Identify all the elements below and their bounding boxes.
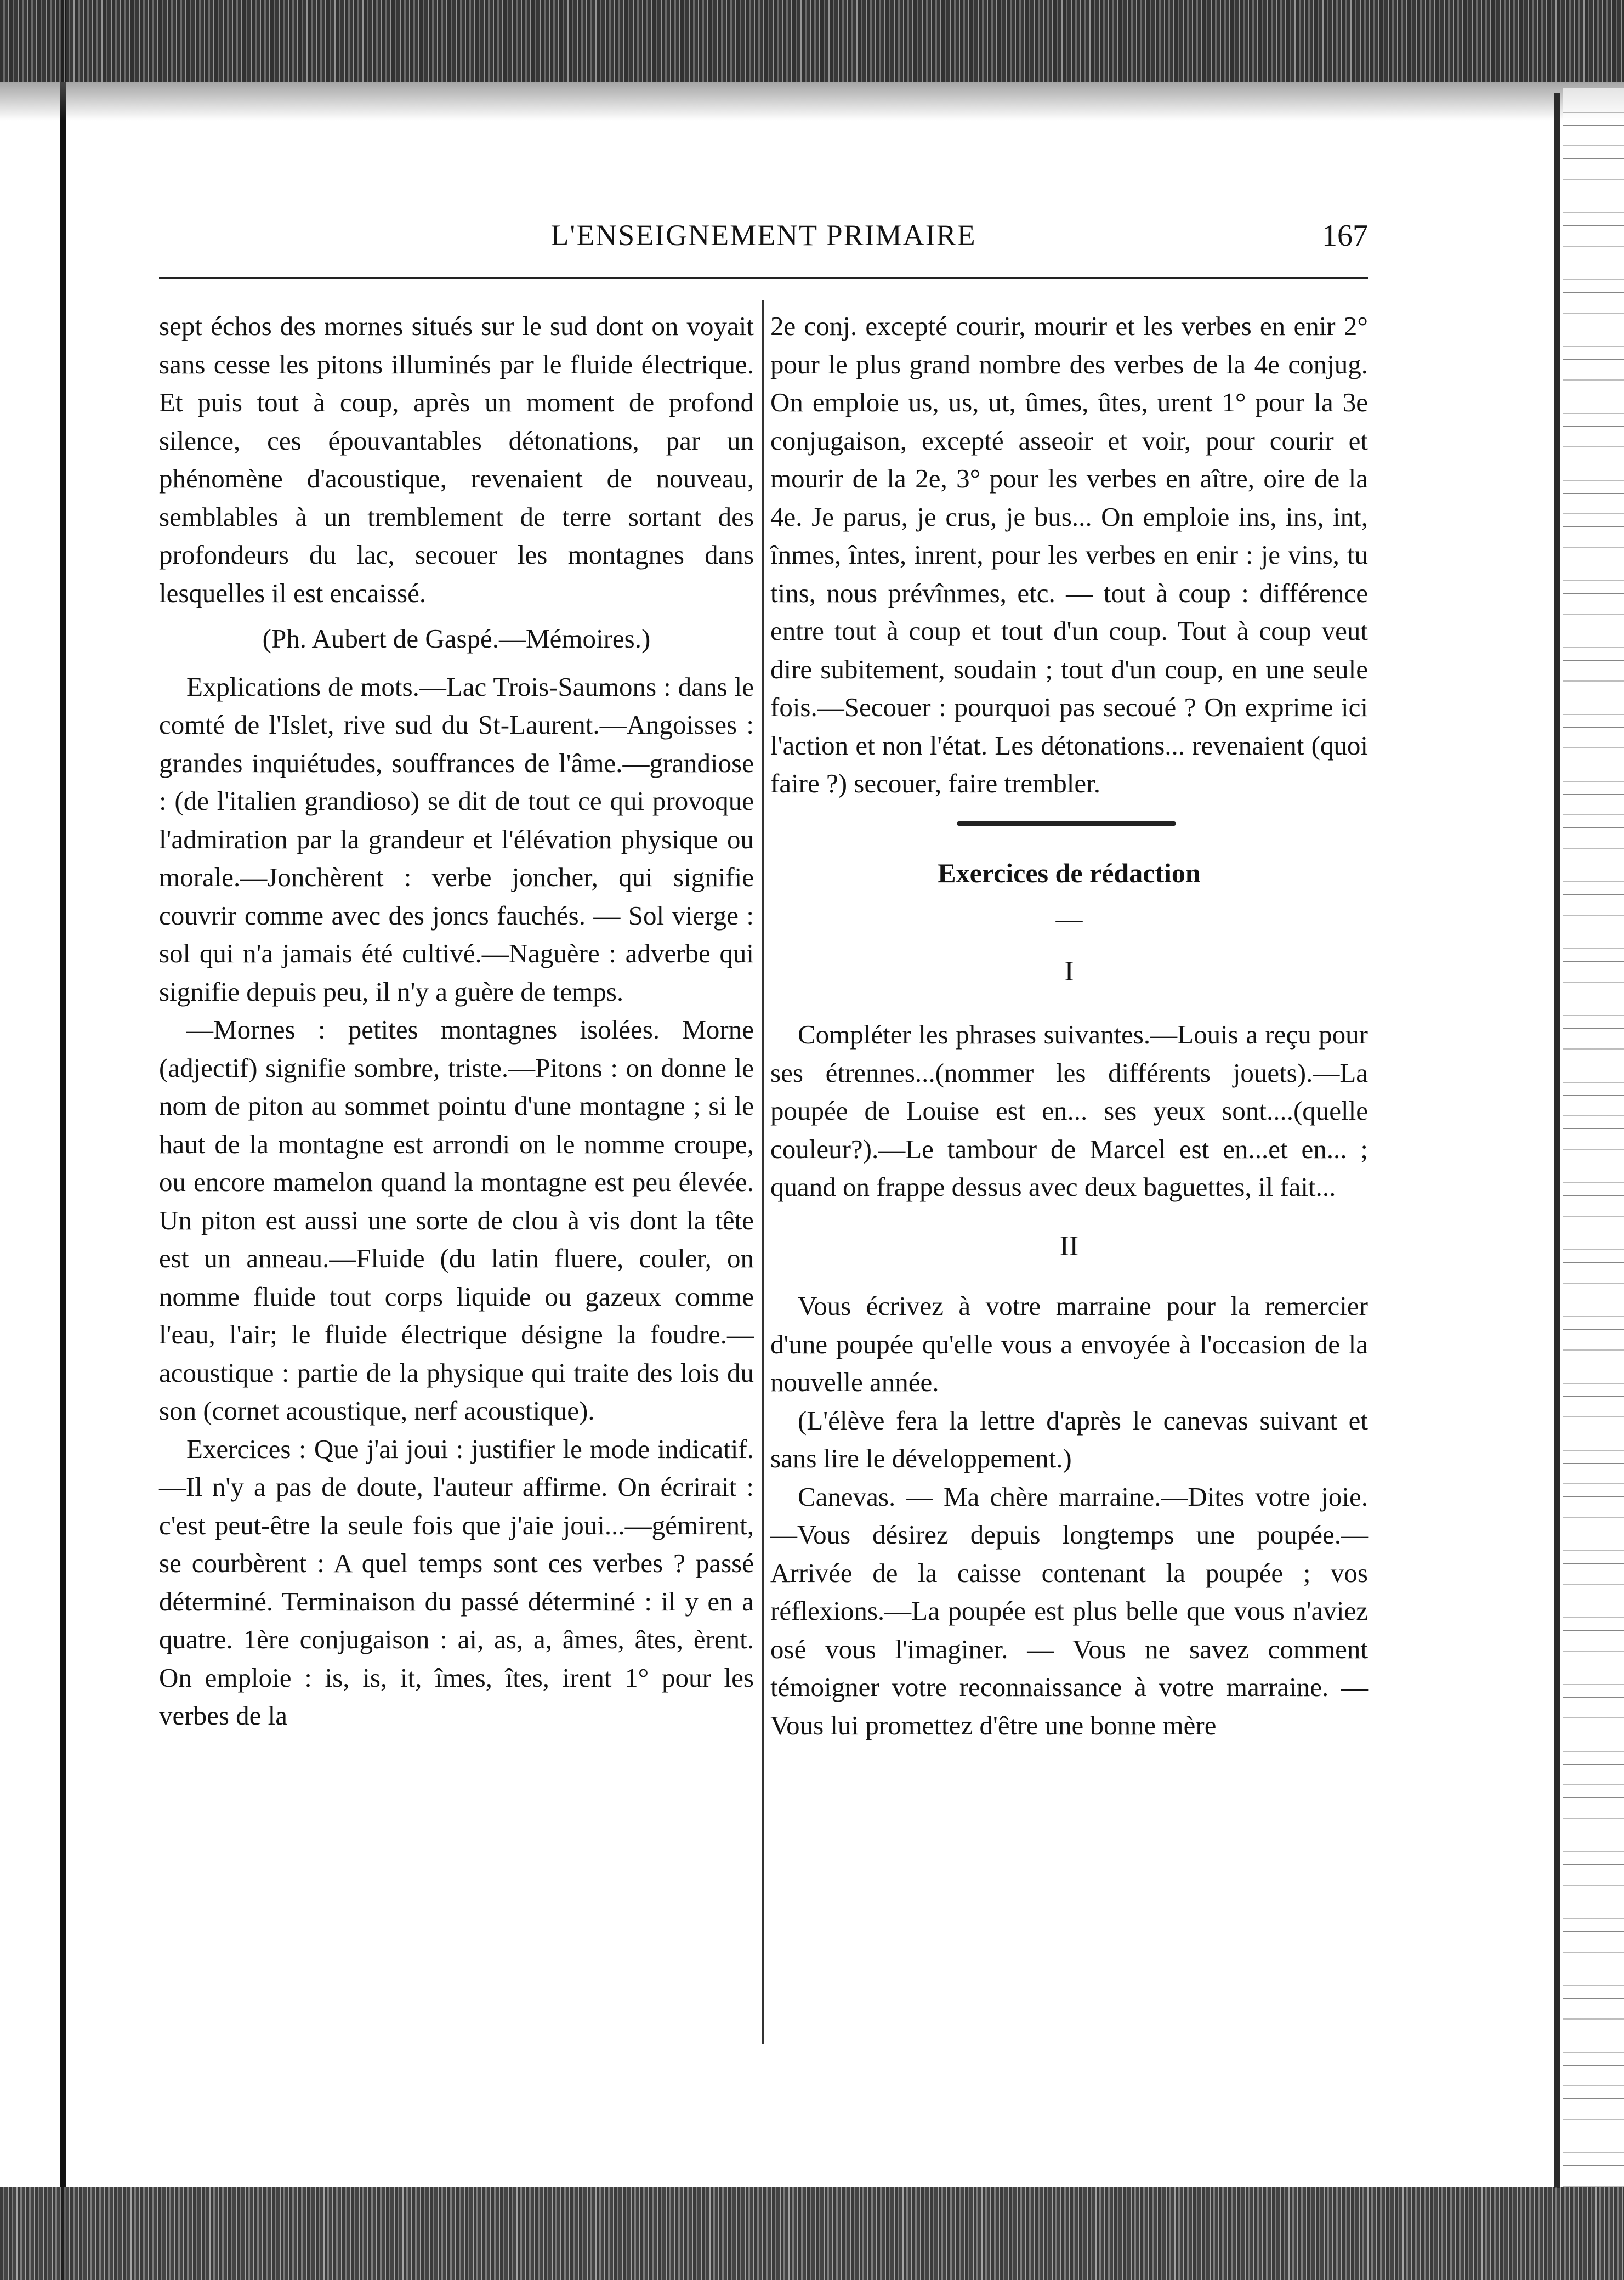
exercise-2-instruction: (L'élève fera la lettre d'après le canevas suivant et sans lire le développement.) xyxy=(770,1405,1368,1473)
scan-right-page-edges xyxy=(1563,88,1624,2199)
heading-dash: — xyxy=(1055,904,1083,934)
scan-top-border xyxy=(0,0,1624,82)
paragraph-exercices: Exercices : Que j'ai joui : justifier le mode indicatif.—Il n'y a pas de doute, l'auteur affirme. On écrirait : c'est peut-être la seule fois que j'aie joui...—gémirent, se courbèrent : A quel temps sont ces verbes ? passé déterminé. Terminaison du passé déterminé : il y en a quatre. 1ère conjugaison : ai, as, a, âmes, âtes, èrent. On emploie : is, is, it, îmes, îtes, irent 1° pour les verbes de la xyxy=(159,1433,754,1731)
paragraph-mornes: —Mornes : petites montagnes isolées. Morne (adjectif) signifie sombre, triste.—Pitons : on donne le nom de piton au sommet pointu d'une montagne ; si le haut de la montagne est arrondi on le nomme croupe, ou encore mamelon quand la montagne est peu élevée. Un piton est aussi une sorte de clou à vis dont la tête est un anneau.—Fluide (du latin fluere, couler, on nomme fluide tout corps liquide ou gazeux comme l'eau, l'air; le fluide électrique désigne la foudre.—acoustique : partie de la physique qui traite des lois du son (cornet acoustique, nerf acoustique). xyxy=(159,1014,754,1426)
attribution: (Ph. Aubert de Gaspé.—Mémoires.) xyxy=(262,623,651,654)
page-number: 167 xyxy=(1322,219,1368,253)
header-rule xyxy=(159,277,1368,279)
exercise-number-1: I xyxy=(1064,955,1074,987)
page-header xyxy=(159,218,1368,268)
section-heading: Exercices de rédaction xyxy=(938,857,1201,888)
ornament-divider xyxy=(770,813,1368,838)
scan-left-edge xyxy=(0,0,66,2280)
scan-top-shadow xyxy=(0,82,1624,121)
running-title: L'ENSEIGNEMENT PRIMAIRE xyxy=(550,219,976,252)
paragraph-explications: Explications de mots.—Lac Trois-Saumons : dans le comté de l'Islet, rive sud du St-Laurent.—Angoisses : grandes inquiétudes, souffrances de l'âme.—grandiose : (de l'italien grandioso) se dit de tout ce qui provoque l'admiration par la grandeur et l'élévation physique ou morale.—Jonchèrent : verbe joncher, qui signifie couvrir comme avec des joncs fauchés. — Sol vierge : sol qui n'a jamais été cultivé.—Naguère : adverbe qui signifie depuis peu, il n'y a guère de temps. xyxy=(159,671,754,1007)
exercise-number-2: II xyxy=(1059,1230,1079,1262)
left-column xyxy=(159,307,754,1735)
paragraph-conjugation: 2e conj. excepté courir, mourir et les verbes en enir 2° pour le plus grand nombre des verbes de la 4e conjug. On emploie us, us, ut, ûmes, ûtes, urent 1° pour la 3e conjugaison, excepté asseoir et voir, pour courir et mourir de la 2e, 3° pour les verbes en aître, oire de la 4e. Je parus, je crus, je bus... On emploie ins, ins, int, înmes, întes, inrent, pour les verbes en enir : je vins, tu tins, nous prévînmes, etc. — tout à coup : différence entre tout à coup et tout d'un coup. Tout à coup veut dire subitement, soudain ; tout d'un coup, en une seule fois.—Secouer : pourquoi pas secoué ? On exprime ici l'action et non l'état. Les détonations... revenaient (quoi faire ?) secouer, faire trembler. xyxy=(770,311,1368,798)
scan-bottom-border xyxy=(0,2187,1624,2280)
paragraph-closing-quote: sept échos des mornes situés sur le sud dont on voyait sans cesse les pitons illuminés par le fluide électrique. Et puis tout à coup, après un moment de profond silence, ces épouvantables détonations, par un phénomène d'acoustique, revenaient de nouveau, semblables à un tremblement de terre sortant des profondeurs du lac, secouer les montagnes dans lesquelles il est encaissé. xyxy=(159,311,754,608)
column-divider xyxy=(762,300,764,2044)
scan-right-border xyxy=(1554,93,1560,2188)
exercise-1-text: Compléter les phrases suivantes.—Louis a reçu pour ses étrennes...(nommer les différents jouets).—La poupée de Louise est en... ses yeux sont....(quelle couleur?).—Le tambour de Marcel est en...et en... ; quand on frappe dessus avec deux baguettes, il fait... xyxy=(770,1019,1368,1202)
exercise-2-canevas: Canevas. — Ma chère marraine.—Dites votre joie.—Vous désirez depuis longtemps une poupée.—Arrivée de la caisse contenant la poupée ; vos réflexions.—La poupée est plus belle que vous n'aviez osé vous l'imaginer. — Vous ne savez comment témoigner votre reconnaissance à votre marraine. — Vous lui promettez d'être une bonne mère xyxy=(770,1481,1368,1740)
right-column xyxy=(770,307,1368,1744)
exercise-2-prompt: Vous écrivez à votre marraine pour la remercier d'une poupée qu'elle vous a envoyée à l'occasion de la nouvelle année. xyxy=(770,1291,1368,1397)
